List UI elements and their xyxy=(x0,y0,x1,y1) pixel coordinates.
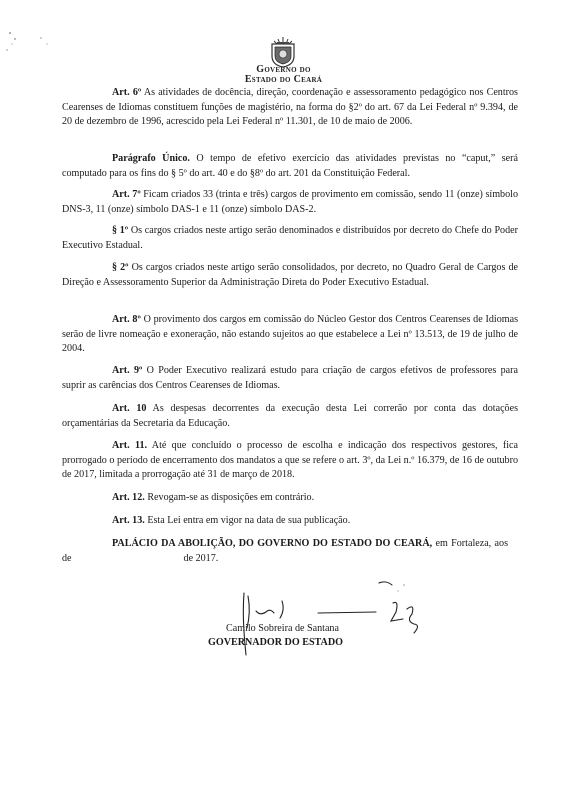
article-label: Art. 6º xyxy=(112,87,142,98)
article-text: Os cargos criados neste artigo serão consolidados, por decreto, no Quadro Geral de Cargos de Direção e Assessoramento Superior da Administração Direta do Poder Executivo Estadual. xyxy=(62,262,518,288)
paragraph-art-7 xyxy=(62,188,518,217)
article-text: Revogam-se as disposições em contrário. xyxy=(144,492,315,503)
paragraph-art-10 xyxy=(62,402,518,431)
article-label: § 2º xyxy=(112,262,129,273)
header-state: Estado do Ceará xyxy=(244,74,323,85)
article-label: Art. 12. xyxy=(112,492,145,503)
paragraph-sec-1 xyxy=(62,224,518,253)
article-label: Art. 10 xyxy=(112,403,147,414)
article-label: Art. 9º xyxy=(112,365,143,376)
signer-title: GOVERNADOR DO ESTADO xyxy=(208,637,343,648)
article-text: As despesas decorrentes da execução desta Lei correrão por conta das dotações orçamentárias da Secretaria da Educação. xyxy=(62,403,519,429)
paragraph-art-6 xyxy=(62,86,518,130)
closing-de: de xyxy=(62,552,72,564)
article-text: O tempo de efetivo exercício das atividades previstas no “caput,” será computado para os fins do § 5º do art. 40 e do §8º do art. 201 da Constituição Federal. xyxy=(62,153,518,179)
closing-date: de 2017. xyxy=(183,552,219,564)
header-government: Governo do xyxy=(256,64,311,75)
article-label: Art. 8º xyxy=(112,314,141,325)
article-text: As atividades de docência, direção, coordenação e assessoramento pedagógico nos Centros Cearenses de Idiomas constituem funções de magistério, na forma do §2º do art. 67 da Lei Federal nº 9.394, de 20 de dezembro de 1996, acrescido pela Lei Federal nº 11.301, de 10 de maio de 2006. xyxy=(62,87,518,128)
paragraph-unico xyxy=(62,152,518,181)
paragraph-art-12 xyxy=(62,491,518,506)
article-text: Ficam criados 33 (trinta e três) cargos de provimento em comissão, sendo 11 (onze) símbolo DNS-3, 11 (onze) símbolo DAS-1 e 11 (onze) símbolo DAS-2. xyxy=(62,189,518,215)
article-text: O Poder Executivo realizará estudo para criação de cargos efetivos de professores para suprir as carências dos Centros Cearenses de Idiomas. xyxy=(62,365,518,391)
article-label: Parágrafo Único. xyxy=(112,153,190,164)
paragraph-art-9 xyxy=(62,364,518,393)
palace-name: PALÁCIO DA ABOLIÇÃO, DO GOVERNO DO ESTADO DO CEARÁ, xyxy=(112,538,433,549)
article-text: Esta Lei entra em vigor na data de sua publicação. xyxy=(144,515,351,526)
paragraph-art-13 xyxy=(62,514,518,529)
article-text: Os cargos criados neste artigo serão denominados e distribuídos por decreto do Chefe do Poder Executivo Estadual. xyxy=(62,225,518,251)
closing-place: em Fortaleza, aos xyxy=(432,538,508,549)
paragraph-sec-2 xyxy=(62,261,518,290)
article-label: § 1º xyxy=(112,225,129,236)
article-text: Até que concluído o processo de escolha e indicação dos respectivos gestores, fica prorrogado o período de encerramento dos mandatos a que se refere o art. 3º, da Lei n.º 16.379, de 16 de outubro de 2017, limitada a prorrogação até 31 de março de 2018. xyxy=(62,440,518,481)
article-label: Art. 7º xyxy=(112,189,141,200)
article-label: Art. 11. xyxy=(112,440,148,451)
paragraph-art-8 xyxy=(62,313,518,357)
paragraph-art-11 xyxy=(62,439,518,483)
article-text: O provimento dos cargos em comissão do Núcleo Gestor dos Centros Cearenses de Idiomas serão de livre nomeação e exoneração, não estando sujeitos ao que estabelece a Lei nº 13.513, de 19 de julho de 2004. xyxy=(62,314,518,355)
closing-paragraph xyxy=(62,537,518,566)
article-label: Art. 13. xyxy=(112,515,145,526)
signer-name: Camilo Sobreira de Santana xyxy=(226,623,339,634)
